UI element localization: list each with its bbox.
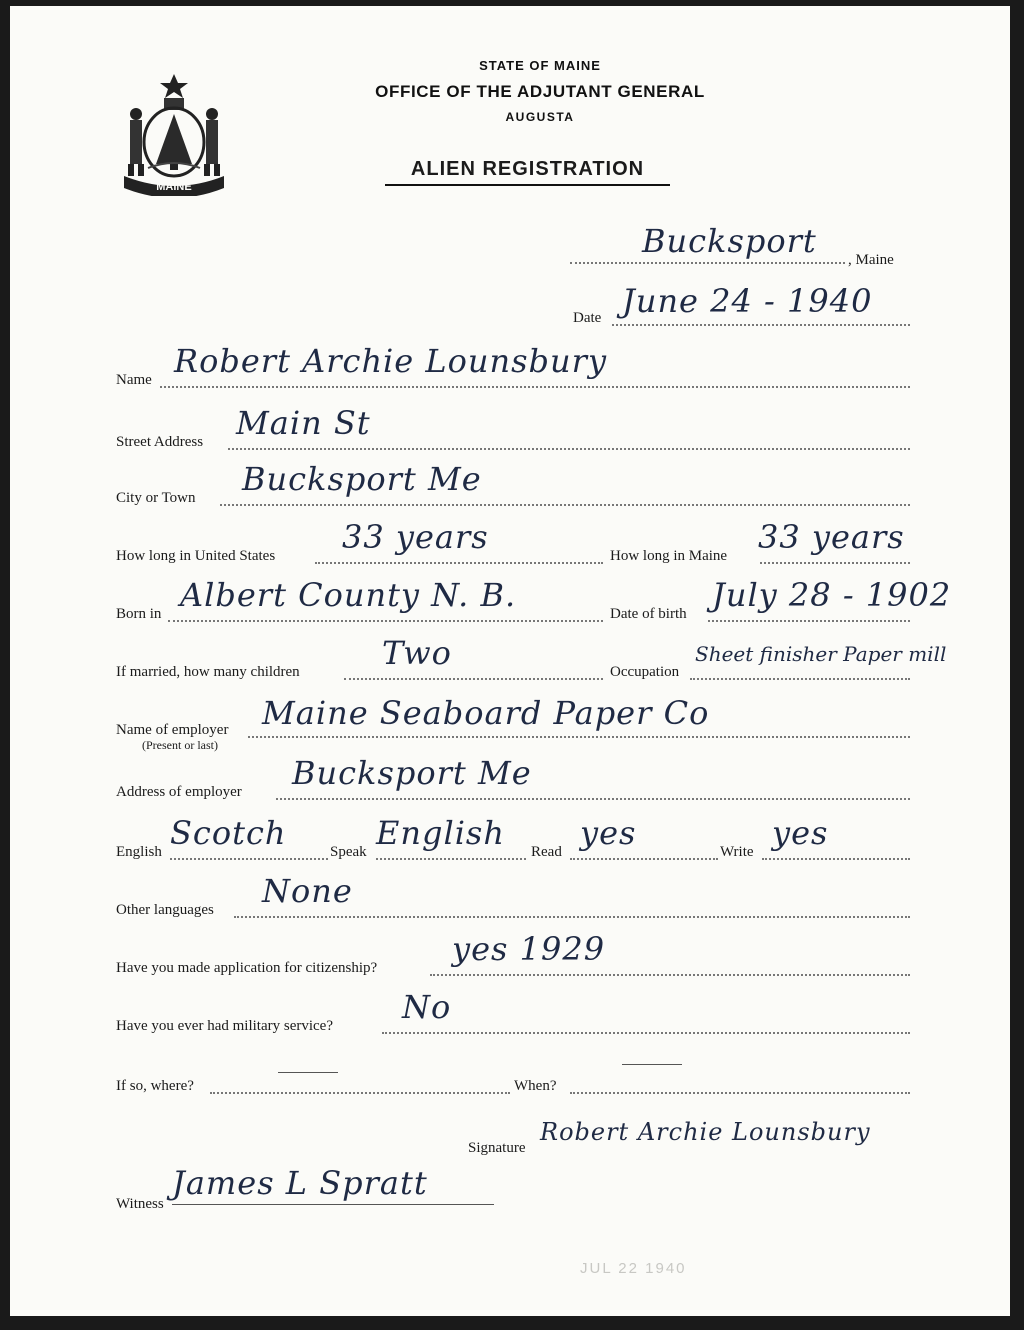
children-value: Two [382, 634, 452, 672]
how-long-us-line [315, 562, 603, 564]
street-value: Main St [236, 404, 371, 442]
occupation-line [690, 678, 910, 680]
city-label: City or Town [116, 490, 196, 506]
born-in-line [168, 620, 603, 622]
town-value: Bucksport [642, 222, 817, 260]
other-lang-label: Other languages [116, 902, 214, 918]
maine-label: , Maine [848, 252, 894, 268]
employer-line [248, 736, 910, 738]
write-line [762, 858, 910, 860]
form-title: ALIEN REGISTRATION [385, 158, 670, 186]
speak-label: Speak [330, 844, 367, 860]
write-label: Write [720, 844, 754, 860]
name-line [160, 386, 910, 388]
town-line [570, 262, 845, 264]
citizenship-value: yes 1929 [452, 930, 606, 968]
employer-label: Name of employer [116, 722, 229, 738]
when-label: When? [514, 1078, 557, 1094]
dob-value: July 28 - 1902 [712, 576, 952, 614]
employer-sublabel: (Present or last) [142, 738, 218, 752]
date-value: June 24 - 1940 [622, 282, 873, 320]
speak-value: English [376, 814, 505, 852]
header-city: AUGUSTA [505, 110, 575, 124]
where-line [210, 1092, 510, 1094]
citizenship-line [430, 974, 910, 976]
occupation-label: Occupation [610, 664, 680, 680]
children-line [344, 678, 603, 680]
occupation-value: Sheet finisher Paper mill [695, 642, 947, 666]
where-dash-mark [278, 1072, 338, 1073]
name-value: Robert Archie Lounsbury [174, 342, 608, 380]
read-line [570, 858, 718, 860]
dob-line [708, 620, 910, 622]
witness-value: James L Spratt [172, 1164, 428, 1202]
date-label: Date [573, 310, 602, 326]
how-long-us-value: 33 years [342, 518, 489, 556]
header-office: OFFICE OF THE ADJUTANT GENERAL [375, 82, 705, 101]
city-value: Bucksport Me [242, 460, 482, 498]
dob-label: Date of birth [610, 606, 687, 622]
born-in-value: Albert County N. B. [180, 576, 517, 614]
employer-address-line [276, 798, 910, 800]
street-label: Street Address [116, 434, 204, 450]
employer-address-label: Address of employer [116, 784, 242, 800]
signature-label: Signature [468, 1140, 526, 1156]
military-line [382, 1032, 910, 1034]
english-label: English [116, 844, 162, 860]
city-line [220, 504, 910, 506]
signature-value: Robert Archie Lounsbury [540, 1118, 871, 1146]
employer-value: Maine Seaboard Paper Co [262, 694, 710, 732]
street-line [228, 448, 910, 450]
state-seal-icon [118, 72, 230, 196]
other-lang-line [234, 916, 910, 918]
military-value: No [402, 988, 452, 1026]
employer-address-value: Bucksport Me [292, 754, 532, 792]
born-in-label: Born in [116, 606, 162, 622]
other-lang-value: None [262, 872, 353, 910]
how-long-maine-line [760, 562, 910, 564]
when-line [570, 1092, 910, 1094]
witness-label: Witness [116, 1196, 164, 1212]
how-long-maine-value: 33 years [758, 518, 905, 556]
date-stamp: JUL 22 1940 [580, 1260, 687, 1277]
english-value: Scotch [170, 814, 287, 852]
witness-underline [172, 1204, 494, 1205]
date-line [612, 324, 910, 326]
where-label: If so, where? [116, 1078, 194, 1094]
english-line [170, 858, 328, 860]
how-long-us-label: How long in United States [116, 548, 276, 564]
citizenship-label: Have you made application for citizenship? [116, 960, 378, 976]
married-label: If married, how many children [116, 664, 300, 680]
military-label: Have you ever had military service? [116, 1018, 333, 1034]
registration-form [10, 6, 1010, 1316]
name-label: Name [116, 372, 152, 388]
how-long-maine-label: How long in Maine [610, 548, 728, 564]
when-dash-mark [622, 1064, 682, 1065]
read-label: Read [531, 844, 562, 860]
read-value: yes [580, 814, 637, 852]
speak-line [376, 858, 526, 860]
write-value: yes [772, 814, 829, 852]
header-state: STATE OF MAINE [479, 58, 601, 73]
svg-text:MAINE: MAINE [156, 181, 192, 193]
